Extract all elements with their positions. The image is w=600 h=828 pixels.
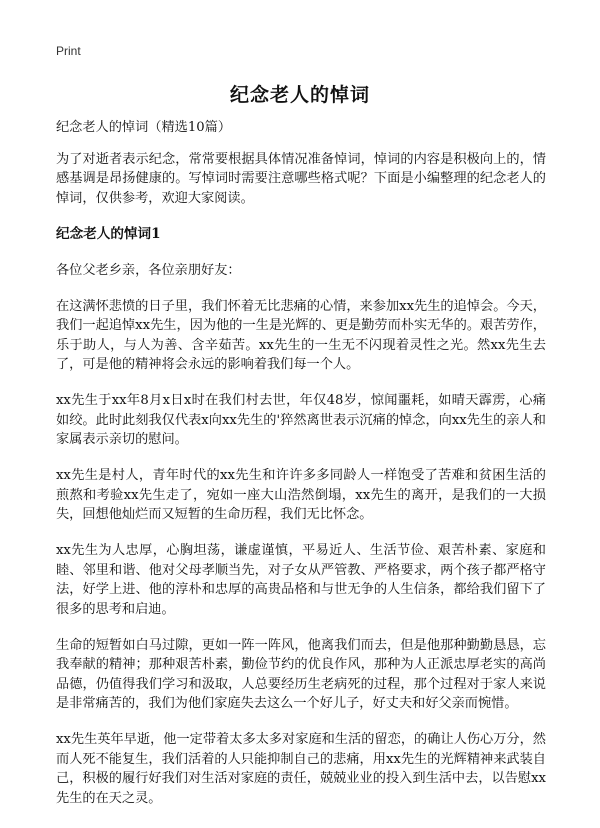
section-heading: 纪念老人的悼词1 — [56, 225, 161, 242]
intro-paragraph: 为了对逝者表示纪念，常常要根据具体情况准备悼词，悼词的内容是积极向上的，情感基调是昂扬健康的。写悼词时需要注意哪些格式呢？下面是小编整理的纪念老人的悼词，仅供参考，欢迎大家阅读。 — [56, 151, 546, 206]
document-subtitle: 纪念老人的悼词（精选10篇） — [56, 120, 232, 135]
body-paragraph: xx先生于xx年8月x日x时在我们村去世，年仅48岁，惊闻噩耗，如晴天霹雳，心痛如绞。此时此刻我仅代表x向xx先生的'猝然离世表示沉痛的悼念，向xx先生的亲人和家属表示亲切的慰问。 — [56, 393, 546, 447]
body-paragraph: 在这满怀悲愤的日子里，我们怀着无比悲痛的心情，来参加xx先生的追悼会。今天，我们一起追悼xx先生，因为他的一生是光辉的、更是勤劳而朴实无华的。艰苦劳作，乐于助人，与人为善、含辛茹苦。xx先生的一生无不闪现着灵性之光。然xx先生去了，可是他的精神将会永远的影响着我们每一个人。 — [56, 298, 546, 372]
body-paragraph: xx先生是村人，青年时代的xx先生和许许多多同龄人一样饱受了苦难和贫困生活的煎熬和考验xx先生走了，宛如一座大山浩然倒塌，xx先生的离开，是我们的一大损失，回想他灿烂而又短暂的生命历程，我们无比怀念。 — [56, 468, 546, 522]
salutation-paragraph: 各位父老乡亲，各位亲朋好友： — [56, 262, 241, 278]
body-paragraph: 生命的短暂如白马过隙，更如一阵一阵风，他离我们而去，但是他那种勤勤恳恳，忘我奉献的精神；那种艰苦朴素，勤俭节约的优良作风，那种为人正派忠厚老实的高尚品德，仍值得我们学习和汲取，人总要经历生老病死的过程，那个过程对于家人来说是非常痛苦的，我们为他们家庭失去这么一个好儿子，好丈夫和好父亲而惋惜。 — [56, 637, 546, 711]
body-paragraph: xx先生为人忠厚，心胸坦荡，谦虚谨慎，平易近人、生活节俭、艰苦朴素、家庭和睦、邻里和谐、他对父母孝顺当先，对子女从严管教、严格要求，两个孩子都严格守法，好学上进、他的淳朴和忠厚的高贵品格和与世无争的人生信条，都给我们留下了很多的思考和启迪。 — [56, 543, 546, 617]
document-body — [56, 118, 546, 825]
body-paragraph: xx先生英年早逝，他一定带着太多太多对家庭和生活的留恋，的确让人伤心万分，然而人死不能复生，我们活着的人只能抑制自己的悲痛，用xx先生的光辉精神来武装自己，积极的履行好我们对生活对家庭的责任，兢兢业业的投入到生活中去，以告慰xx先生的在天之灵。 — [56, 732, 546, 806]
page-title: 纪念老人的悼词 — [229, 84, 370, 106]
print-link[interactable]: Print — [56, 44, 81, 58]
